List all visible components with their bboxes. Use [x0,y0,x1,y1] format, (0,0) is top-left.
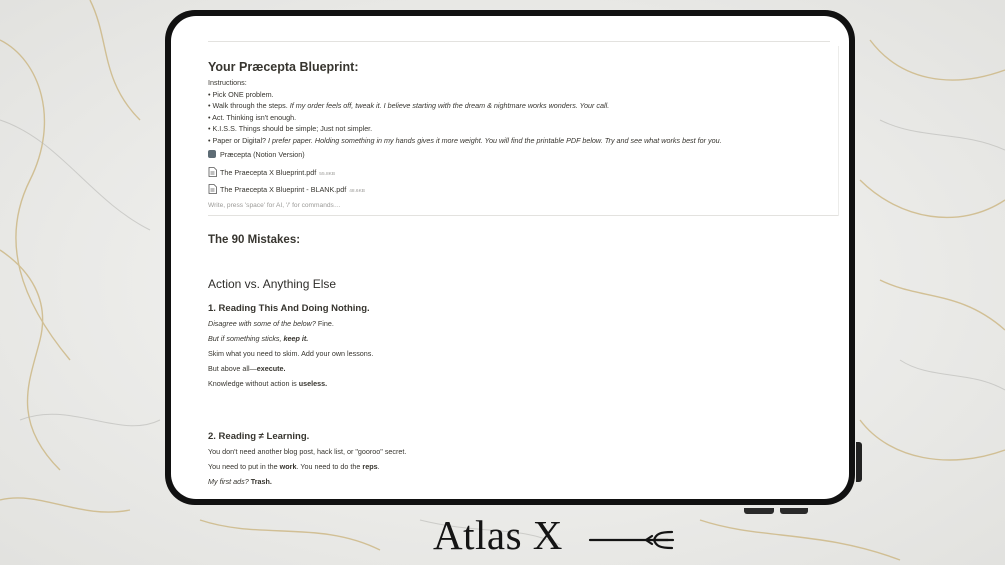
mistake-1-line: Knowledge without action is useless. [208,379,328,388]
instruction-item: • Paper or Digital? I prefer paper. Holding something in my hands gives it more weight. You will find the printable PDF below. Try and see what works best for you. [208,135,722,145]
file-attachment[interactable]: The Praecepta X Blueprint - BLANK.pdf 48.6KB [208,184,365,194]
notion-page-icon [208,150,216,158]
editor-placeholder[interactable]: Write, press 'space' for AI, '/' for commands… [208,202,341,209]
section-heading: Action vs. Anything Else [208,277,337,291]
mistake-1-title: 1. Reading This And Doing Nothing. [208,303,370,314]
top-divider [208,41,830,42]
column-edge [838,46,839,216]
tablet-side-button [856,442,862,482]
tablet-frame [165,10,855,505]
instructions-label: Instructions: [208,78,247,87]
tablet-bottom-button [780,508,808,514]
mistakes-heading: The 90 Mistakes: [208,234,301,246]
tablet-bottom-button [744,508,774,514]
file-icon [208,184,217,194]
notion-version-link[interactable]: Præcepta (Notion Version) [208,150,305,159]
file-attachment[interactable]: The Praecepta X Blueprint.pdf 55.8KB [208,167,335,177]
file-icon [208,167,217,177]
mistake-1-line: Skim what you need to skim. Add your own lessons. [208,349,374,358]
instruction-item: • Walk through the steps. If my order feels off, tweak it. I believe starting with the dream & nightmare works wonders. Your call. [208,101,610,110]
instruction-item: • Pick ONE problem. [208,89,274,99]
trident-icon [588,525,676,555]
mistake-1-line: But if something sticks, keep it. [208,334,309,343]
instruction-item: • Act. Thinking isn't enough. [208,112,297,122]
blueprint-heading: Your Præcepta Blueprint: [208,60,359,74]
brand-logo-text: Atlas X [433,512,563,558]
mistake-2-line: You don't need another blog post, hack list, or "gooroo" secret. [208,447,407,456]
mistake-2-title: 2. Reading ≠ Learning. [208,431,310,442]
mistake-2-line: You need to put in the work. You need to do the reps. [208,462,380,471]
tablet-screen [171,16,849,499]
instruction-item: • K.I.S.S. Things should be simple; Just not simpler. [208,124,373,133]
mistake-1-line: But above all—execute. [208,364,286,373]
mistake-2-line: My first ads? Trash. [208,477,272,486]
section-divider [208,215,838,216]
mistake-1-line: Disagree with some of the below? Fine. [208,319,334,328]
